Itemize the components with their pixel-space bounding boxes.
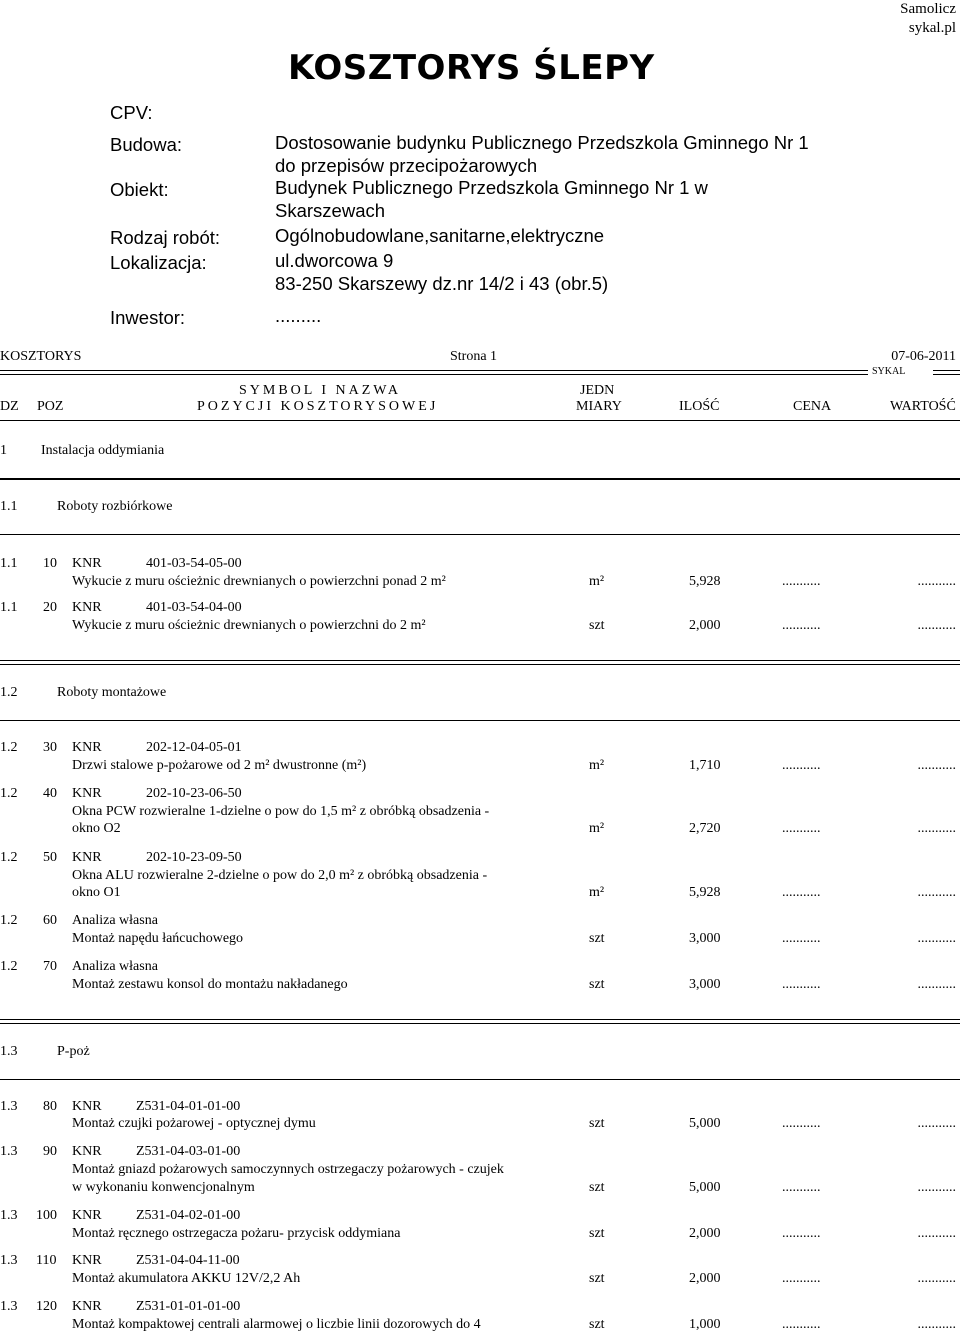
row-unit: szt [589, 1317, 605, 1332]
row-price: ........... [782, 1180, 821, 1195]
col-wartosc: WARTOŚĆ [890, 399, 956, 414]
row-poz: 100 [36, 1208, 57, 1223]
row-description: Montaż ręcznego ostrzegacza pożaru- przycisk oddymiana [72, 1226, 401, 1241]
row-price: ........... [782, 574, 821, 589]
row-price: ........... [782, 758, 821, 773]
document-title: KOSZTORYS ŚLEPY [288, 48, 655, 88]
col-ilosc: ILOŚĆ [679, 399, 720, 414]
section-title: Instalacja oddymiania [41, 443, 165, 458]
row-poz: 40 [43, 786, 57, 801]
row-description: Montaż zestawu konsol do montażu nakładanego [72, 977, 348, 992]
row-value: ........... [917, 821, 956, 836]
divider-double [0, 370, 868, 375]
row-value: ........... [917, 1116, 956, 1131]
row-qty: 2,720 [689, 821, 721, 836]
subtotal-divider [0, 1019, 960, 1024]
row-price: ........... [782, 618, 821, 633]
row-catalog: Analiza własna [72, 913, 158, 928]
row-value: ........... [917, 977, 956, 992]
row-dz: 1.2 [0, 786, 18, 801]
rodzaj-value: Ogólnobudowlane,sanitarne,elektryczne [275, 225, 605, 246]
row-unit: szt [589, 1116, 605, 1131]
row-description: Montaż kompaktowej centrali alarmowej o liczbie linii dozorowych do 4 [72, 1317, 481, 1332]
row-code: Z531-04-03-01-00 [136, 1144, 241, 1159]
row-code: Z531-04-04-11-00 [136, 1253, 240, 1268]
row-catalog: KNR [72, 1253, 102, 1268]
row-poz: 60 [43, 913, 57, 928]
section-dz: 1.1 [0, 499, 18, 514]
row-description: Drzwi stalowe p-pożarowe od 2 m² dwustronne (m²) [72, 758, 367, 773]
section-dz: 1.3 [0, 1044, 18, 1059]
section-dz: 1.2 [0, 685, 18, 700]
section-title: Roboty rozbiórkowe [57, 499, 173, 514]
lokalizacja-label: Lokalizacja: [110, 252, 207, 273]
row-value: ........... [917, 758, 956, 773]
row-price: ........... [782, 821, 821, 836]
inwestor-label: Inwestor: [110, 307, 186, 328]
col-poz: POZ [37, 399, 64, 414]
page-date: 07-06-2011 [891, 349, 956, 364]
row-code: 202-12-04-05-01 [146, 740, 242, 755]
row-value: ........... [917, 1271, 956, 1286]
row-poz: 110 [36, 1253, 57, 1268]
obiekt-label: Obiekt: [110, 179, 169, 200]
row-unit: szt [589, 977, 605, 992]
row-value: ........... [917, 1180, 956, 1195]
section-divider [0, 720, 960, 721]
cpv-label: CPV: [110, 102, 153, 123]
page-number: Strona 1 [450, 349, 498, 364]
row-dz: 1.2 [0, 740, 18, 755]
row-poz: 80 [43, 1099, 57, 1114]
row-catalog: KNR [72, 1144, 102, 1159]
corner-label [900, 0, 956, 38]
row-value: ........... [917, 931, 956, 946]
row-qty: 1,710 [689, 758, 721, 773]
budowa-label: Budowa: [110, 134, 182, 155]
row-price: ........... [782, 1271, 821, 1286]
col-cena: CENA [793, 399, 832, 414]
row-dz: 1.2 [0, 959, 18, 974]
row-dz: 1.3 [0, 1144, 18, 1159]
row-dz: 1.3 [0, 1253, 18, 1268]
row-value: ........... [917, 885, 956, 900]
row-qty: 5,000 [689, 1180, 721, 1195]
row-description: Montaż czujki pożarowej - optycznej dymu [72, 1116, 316, 1131]
row-dz: 1.1 [0, 556, 18, 571]
row-qty: 1,000 [689, 1317, 721, 1332]
col-dz: DZ [0, 399, 19, 414]
row-price: ........... [782, 1226, 821, 1241]
row-unit: szt [589, 1226, 605, 1241]
row-code: 202-10-23-09-50 [146, 850, 242, 865]
row-dz: 1.3 [0, 1208, 18, 1223]
row-catalog: KNR [72, 556, 102, 571]
row-price: ........... [782, 885, 821, 900]
section-divider [0, 1079, 960, 1080]
row-description: Montaż gniazd pożarowych samoczynnych ostrzegaczy pożarowych - czujek [72, 1162, 504, 1177]
row-catalog: KNR [72, 740, 102, 755]
row-code: 401-03-54-05-00 [146, 556, 242, 571]
row-dz: 1.2 [0, 913, 18, 928]
row-description: Montaż napędu łańcuchowego [72, 931, 244, 946]
budowa-value-1: Dostosowanie budynku Publicznego Przedszkola Gminnego Nr 1 [275, 132, 809, 153]
section-dz: 1 [0, 443, 7, 458]
row-poz: 90 [43, 1144, 57, 1159]
row-value: ........... [917, 1226, 956, 1241]
subtotal-divider [0, 660, 960, 665]
section-title: Roboty montażowe [57, 685, 167, 700]
row-poz: 10 [43, 556, 57, 571]
corner-line2: sykal.pl [908, 20, 956, 36]
row-description: Montaż akumulatora AKKU 12V/2,2 Ah [72, 1271, 301, 1286]
row-value: ........... [917, 618, 956, 633]
row-value: ........... [917, 1317, 956, 1332]
divider-double [933, 370, 960, 375]
row-price: ........... [782, 977, 821, 992]
row-catalog: KNR [72, 600, 102, 615]
row-unit: szt [589, 931, 605, 946]
row-catalog: KNR [72, 786, 102, 801]
row-code: Z531-04-02-01-00 [136, 1208, 241, 1223]
row-code: 401-03-54-04-00 [146, 600, 242, 615]
budowa-value-2: do przepisów przecipożarowych [275, 155, 538, 176]
row-poz: 50 [43, 850, 57, 865]
row-dz: 1.3 [0, 1099, 18, 1114]
row-description-2: okno O1 [72, 885, 121, 900]
row-qty: 2,000 [689, 1271, 721, 1286]
section-title: P-poż [57, 1044, 90, 1059]
section-divider [0, 534, 960, 535]
row-dz: 1.3 [0, 1299, 18, 1314]
row-catalog: KNR [72, 1208, 102, 1223]
row-price: ........... [782, 1116, 821, 1131]
row-poz: 70 [43, 959, 57, 974]
obiekt-value-2: Skarszewach [275, 200, 386, 221]
row-unit: m² [589, 885, 605, 900]
row-poz: 120 [36, 1299, 57, 1314]
inwestor-value: ......... [275, 305, 322, 326]
row-catalog: KNR [72, 1099, 102, 1114]
row-unit: m² [589, 574, 605, 589]
page-bar-left: KOSZTORYS [0, 349, 82, 364]
row-price: ........... [782, 931, 821, 946]
col-symbol: SYMBOL I NAZWA [239, 383, 402, 398]
row-description-2: okno O2 [72, 821, 121, 836]
row-poz: 30 [43, 740, 57, 755]
row-qty: 5,000 [689, 1116, 721, 1131]
sykal-mark: SYKAL [872, 366, 906, 377]
row-catalog: KNR [72, 1299, 102, 1314]
section-divider [0, 478, 960, 480]
row-code: 202-10-23-06-50 [146, 786, 242, 801]
col-pozycji: POZYCJI KOSZTORYSOWEJ [197, 399, 439, 414]
row-dz: 1.2 [0, 850, 18, 865]
row-qty: 2,000 [689, 618, 721, 633]
row-description-2: w wykonaniu konwencjonalnym [72, 1180, 255, 1195]
row-catalog: KNR [72, 850, 102, 865]
row-qty: 5,928 [689, 574, 721, 589]
col-miary: MIARY [576, 399, 622, 414]
row-qty: 5,928 [689, 885, 721, 900]
row-price: ........... [782, 1317, 821, 1332]
row-unit: szt [589, 1180, 605, 1195]
row-description: Okna ALU rozwieralne 2-dzielne o pow do 2,0 m² z obróbką obsadzenia - [72, 868, 488, 883]
row-qty: 3,000 [689, 977, 721, 992]
row-code: Z531-01-01-01-00 [136, 1299, 241, 1314]
obiekt-value-1: Budynek Publicznego Przedszkola Gminnego Nr 1 w [275, 177, 708, 198]
lokalizacja-value-2: 83-250 Skarszewy dz.nr 14/2 i 43 (obr.5) [275, 273, 609, 294]
row-poz: 20 [43, 600, 57, 615]
row-unit: szt [589, 618, 605, 633]
row-qty: 2,000 [689, 1226, 721, 1241]
corner-line1: Samolicz [900, 1, 956, 17]
row-description: Wykucie z muru ościeżnic drewnianych o powierzchni ponad 2 m² [72, 574, 446, 589]
row-code: Z531-04-01-01-00 [136, 1099, 241, 1114]
row-unit: m² [589, 821, 605, 836]
header-divider [0, 420, 960, 421]
row-unit: m² [589, 758, 605, 773]
row-unit: szt [589, 1271, 605, 1286]
row-description: Wykucie z muru ościeżnic drewnianych o powierzchni do 2 m² [72, 618, 426, 633]
row-dz: 1.1 [0, 600, 18, 615]
row-catalog: Analiza własna [72, 959, 158, 974]
lokalizacja-value-1: ul.dworcowa 9 [275, 250, 394, 271]
col-jedn: JEDN [580, 383, 615, 398]
rodzaj-label: Rodzaj robót: [110, 227, 221, 248]
row-value: ........... [917, 574, 956, 589]
row-qty: 3,000 [689, 931, 721, 946]
row-description: Okna PCW rozwieralne 1-dzielne o pow do 1,5 m² z obróbką obsadzenia - [72, 804, 490, 819]
